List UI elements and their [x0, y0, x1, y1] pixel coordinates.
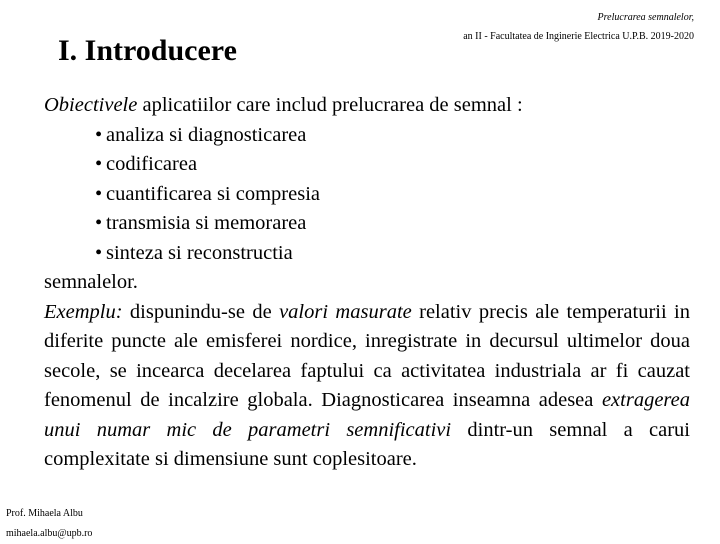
list-item: • transmisia si memorarea — [106, 209, 690, 239]
intro-line — [44, 91, 690, 121]
example-label: Exemplu: — [44, 300, 123, 323]
list-item: • analiza si diagnosticarea — [106, 121, 690, 151]
content — [44, 91, 690, 475]
intro-italic: Obiectivele — [44, 94, 138, 116]
after-list-text: semnalelor. — [44, 271, 138, 293]
example-text-2: relativ precis ale temperaturii in diferite puncte ale emisferei nordice, inregistrate in decursul ultimelor doua secole, se incearca decelarea faptului ca activitatea industriala ar fi cauzat fenomenul de incalzire globala. Diagnosticarea inseamna adesea — [44, 300, 691, 411]
header — [463, 13, 694, 42]
example-emphasis-1: valori masurate — [279, 300, 412, 323]
author-email: mihaela.albu@upb.ro — [6, 528, 93, 539]
example-paragraph — [44, 298, 690, 475]
list-item: • codificarea — [106, 150, 690, 180]
intro-text: aplicatiilor care includ prelucrarea de semnal : — [137, 94, 523, 116]
objectives-list — [44, 121, 690, 269]
list-item: • cuantificarea si compresia — [106, 180, 690, 210]
author-name: Prof. Mihaela Albu — [6, 508, 83, 519]
faculty-info: an II - Facultatea de Inginerie Electrica U.P.B. 2019-2020 — [463, 31, 694, 42]
page-title: I. Introducere — [58, 34, 237, 67]
example-emphasis-2: extragerea unui numar mic de parametri semnificativi — [44, 389, 690, 441]
example-text-1: dispunindu-se de — [122, 300, 280, 323]
footer — [6, 504, 92, 544]
list-item: • sinteza si reconstructia — [106, 239, 690, 269]
example-text-3: dintr-un semnal a carui complexitate si dimensiune sunt coplesitoare. — [44, 418, 690, 470]
course-name: Prelucrarea semnalelor, — [597, 12, 694, 23]
